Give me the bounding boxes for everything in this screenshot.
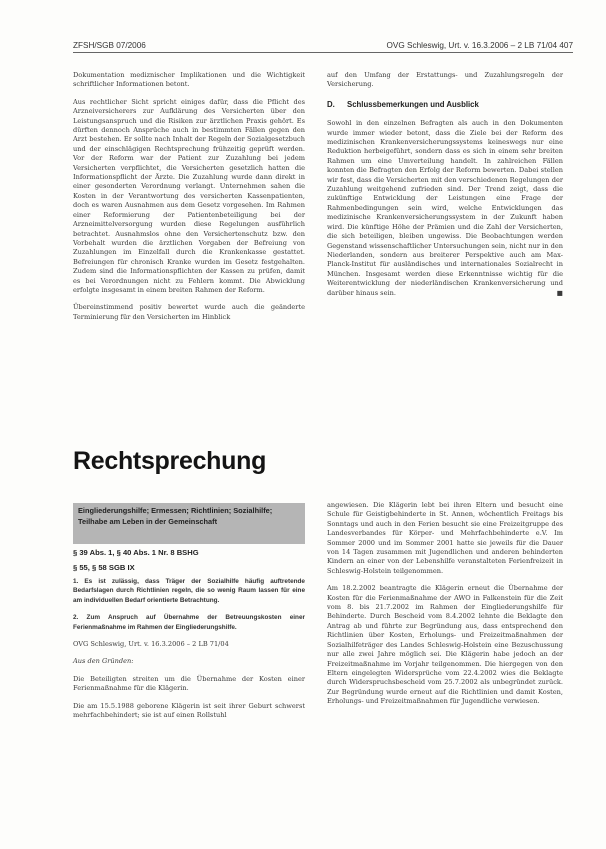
section-title: Rechtsprechung: [73, 447, 267, 475]
journal-issue: ZFSH/SGB 07/2006: [73, 41, 146, 50]
header-rule: [73, 52, 573, 53]
case-keywords-box: [73, 503, 305, 544]
paragraph: [327, 119, 563, 298]
paragraph-text: Sowohl in den einzelnen Befragten als auch in den Dokumenten wurde immer wieder betont, dass die Ziele bei der Reform des medizinischen Krankenversicherungssystems keineswegs nur eine Reduktion herbeigeführt, sondern dass es sich in einem sehr breiten Rahmen um eine Umverteilung handelt. In zahlreichen Fällen konnten die Befragten den Erfolg der Reform bewerten. Dabei stellen wir fest, dass die Versicherten mit den verschiedenen Regelungen der Zuzahlung weitgehend zufrieden sind. Der Trend zeigt, dass die zukünftige Entwicklung der Leistungen eine Frage der Rahmenbedingungen sein wird, welche Entwicklungen das medizinische Krankenversicherungssystem in der Zukunft haben wird. Die künftige Höhe der Prämien und die Zahl der Versicherten, die sich beteiligen, bleiben ungewiss. Die Beobachtungen werden Gegenstand wissenschaftlicher Untersuchungen sein, nicht nur in den Niederlanden, sondern aus breiterer Perspektive auch am Max-Planck-Institut für ausländisches und internationales Sozialrecht in München. Insgesamt werden diese Erkenntnisse wichtig für die Weiterentwicklung der niederländischen Krankenversicherung und darüber hinaus sein.: [327, 119, 563, 297]
case-keywords: Eingliederungshilfe; Ermessen; Richtlinien; Sozialhilfe; Teilhabe am Leben in der Gemeinschaft: [78, 506, 273, 526]
norm-citation: § 55, § 58 SGB IX: [73, 562, 135, 572]
norm-citation: § 39 Abs. 1, § 40 Abs. 1 Nr. 8 BSHG: [73, 548, 199, 557]
paragraph: Die Beteiligten streiten um die Übernahme der Kosten einer Ferienmaßnahme für die Klägerin.: [73, 674, 305, 693]
right-column-case: [327, 501, 563, 715]
facts-heading: Aus den Gründen:: [73, 657, 134, 666]
left-column-case: [73, 548, 305, 728]
paragraph: auf den Umfang der Erstattungs- und Zuzahlungsregeln der Versicherung.: [327, 71, 563, 89]
paragraph: Aus rechtlicher Sicht spricht einiges dafür, dass die Pflicht des Arzneiversicherers zur Aufklärung des Versicherten über den Leistungsanspruch und die Risiken zur ärztlichen Praxis gehört. Es dürften dennoch Ansprüche auch in bestimmten Fällen gegen den Arzt bestehen. Er sollte nach Inhalt der Regeln der Sozialgesetzbuch und der einschlägigen Rechtsprechung frühzeitig geprüft werden. Vor der Reform war der Patient zur Zuzahlung bei jedem Versicherten verpflichtet, die Versicherten gesetzlich hatten die Informationspflicht der Ärzte. Die Zuzahlung wurde dann direkt in einer gesonderten Verordnung verlangt. Unternehmen sahen die Kosten in der Verantwortung des versicherten Kassenpatienten, doch es waren Ausnahmen aus dem Gesetz vorgesehen. Im Rahmen einer Reformierung der Patientenbeteiligung bei der Arzneimittelversorgung wurden diese Regelungen ausführlich betrachtet. Ausnahmslos ohne den Versichertenschutz bzw. den Vorbehalt wurden die ärztlichen Vorgaben der Befreiung von Zuzahlungen im Einzelfall durch die Krankenkasse gestattet. Befreiungen für chronisch Kranke wurden im Gesetz festgehalten. Zudem sind die Informationspflichten der Kassen zu prüfen, damit es bei Verordnungen nicht zu Fehlern kommt. Die Abwicklung erfolgte insgesamt in einem breiten Rahmen der Reform.: [73, 97, 305, 294]
case-citation-page: OVG Schleswig, Urt. v. 16.3.2006 – 2 LB 71/04 407: [386, 41, 573, 50]
paragraph: Übereinstimmend positiv bewertet wurde auch die geänderte Terminierung für den Versicherten im Hinblick: [73, 303, 305, 321]
running-header: [73, 37, 573, 51]
section-number: D.: [327, 99, 335, 109]
paragraph: angewiesen. Die Klägerin lebt bei ihren Eltern und besucht eine Schule für Geistigbehinderte in St. Annen, wöchentlich Freitags bis Sonntags und auch in den Ferien besucht sie eine Freizeitgruppe des Landesverbandes für Körper- und Mehrfachbehinderte e.V. Im Sommer 2000 und im Sommer 2001 hatte sie jeweils für die Dauer von 14 Tagen zusammen mit Jugendlichen und anderen behinderten Kindern an einer von der Lebenshilfe veranstalteten Ferienfreizeit in Schleswig-Holstein teilgenommen.: [327, 501, 563, 575]
paragraph: Die am 15.5.1988 geborene Klägerin ist seit ihrer Geburt schwerst mehrfachbehindert; sie ist auf einen Rollstuhl: [73, 701, 305, 720]
section-heading: [327, 100, 563, 109]
paragraph: Dokumentation mediznischer Implikationen und die Wichtigkeit schriftlicher Informationen betont.: [73, 71, 305, 89]
paragraph: Am 18.2.2002 beantragte die Klägerin erneut die Übernahme der Kosten für die Ferienmaßnahme der AWO in Falkenstein für die Zeit vom 8. bis 21.7.2002 im Rahmen der Eingliederungshilfe für Behinderte. Durch Bescheid vom 8.4.2002 lehnte die Beklagte den Antrag ab und führte zur Begründung aus, dass entsprechend den Richtlinien über Kosten, Erholungs- und Freizeitmaßnahmen der Sozialhilfeträger des Landes Schleswig-Holstein eine Bezuschussung nur alle zwei Jahre möglich sei. Die Klägerin habe jedoch an der Freizeitmaßnahme im Vorjahr teilgenommen. Die hiergegen von den Eltern eingelegten Widersprüche vom 22.4.2002 wies die Beklagte durch Widerspruchsbescheid vom 25.7.2002 als unbegründet zurück. Zur Begründung wurde erneut auf die Richtlinien und damit Kosten, Erholungs- und Freizeitmaßnahmen für Jugendliche verwiesen.: [327, 584, 563, 706]
court-citation: OVG Schleswig, Urt. v. 16.3.2006 – 2 LB 71/04: [73, 640, 229, 649]
left-column-top: [73, 71, 305, 330]
end-mark: ■: [556, 288, 563, 297]
right-column-top: [327, 71, 563, 306]
headnote: 1. Es ist zulässig, dass Träger der Sozialhilfe häufig auftretende Bedarfslagen durch Richtlinien regeln, die so wenig Raum lassen für eine am individuellen Bedarf orientierte Betrachtung.: [73, 578, 305, 604]
headnote: 2. Zum Anspruch auf Übernahme der Betreuungskosten einer Ferienmaßnahme im Rahmen der Eingliederungshilfe.: [73, 614, 305, 631]
section-heading-text: Schlussbemerkungen und Ausblick: [347, 99, 479, 109]
